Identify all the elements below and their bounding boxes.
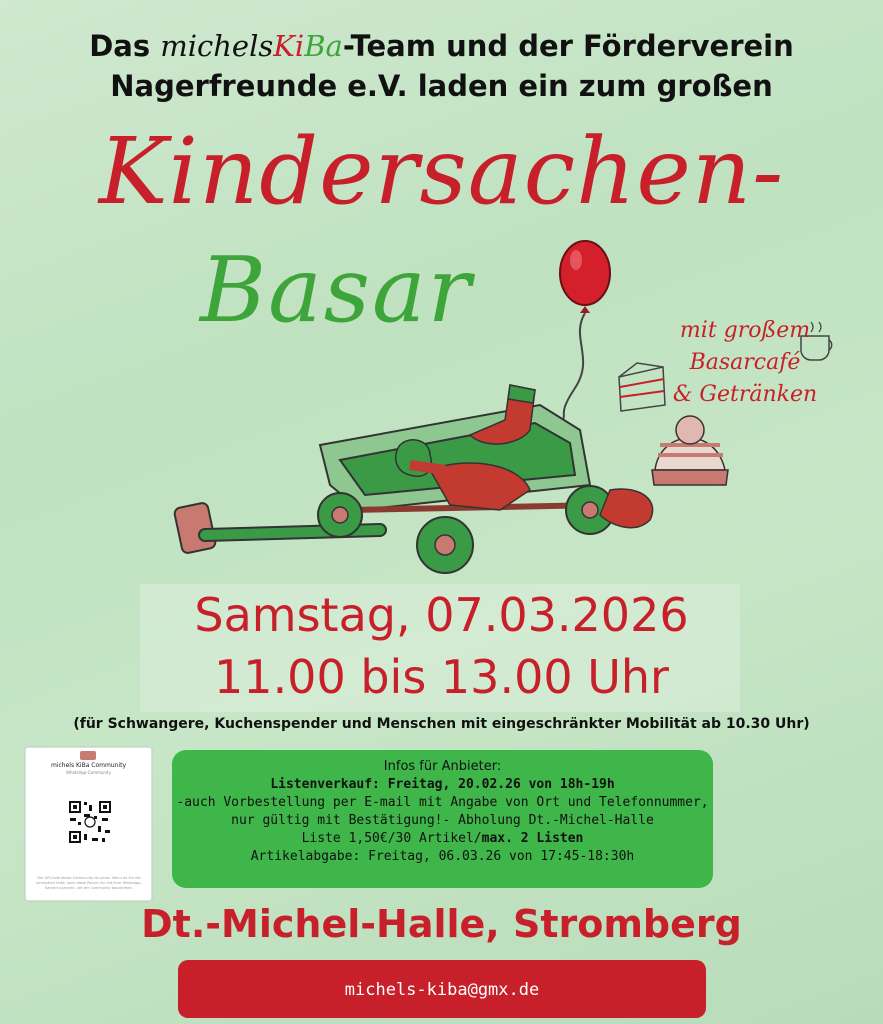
title-line-1: Kindersachen- <box>98 118 785 225</box>
wagon-illustration <box>170 375 740 585</box>
qr-card <box>25 747 152 901</box>
early-access-note: (für Schwangere, Kuchenspender und Menschen mit eingeschränkter Mobilität ab 10.30 Uhr) <box>73 716 810 732</box>
event-date: Samstag, 07.03.2026 <box>194 588 689 642</box>
venue: Dt.-Michel-Halle, Stromberg <box>141 902 742 946</box>
qr-code-icon[interactable] <box>68 800 112 844</box>
email-link[interactable]: michels-kiba@gmx.de <box>344 980 540 1000</box>
brand-ba: Ba <box>304 29 343 63</box>
qr-title: michels KiBa Community <box>50 762 127 769</box>
info-list-max: max. 2 Listen <box>481 831 584 846</box>
qr-footer: Der QR-Code dieser Community ist privat. Wenn du ihn mit jemandem teilst, kann diese Person ihn mit ihrer WhatsApp-Kamera scannen, um der Community beizutreten. <box>36 876 142 890</box>
info-list-price: Liste 1,50€/30 Artikel/ <box>301 831 482 846</box>
info-list-sale: Listenverkauf: Freitag, 20.02.26 von 18h-19h <box>270 777 615 792</box>
brand-michels: michels <box>160 29 274 63</box>
qr-subtitle: WhatsApp-Community <box>65 770 111 775</box>
email-box[interactable] <box>178 960 706 1018</box>
vendor-info-box <box>172 750 713 888</box>
info-heading: Infos für Anbieter: <box>383 759 502 774</box>
intro-prefix: Das <box>89 29 151 63</box>
intro-text <box>0 26 883 106</box>
cafe-line-3: & Getränken <box>672 382 818 407</box>
intro-line-2: Nagerfreunde e.V. laden ein zum großen <box>110 69 773 103</box>
info-confirm: nur gültig mit Bestätigung!- Abholung Dt.-Michel-Halle <box>231 813 654 828</box>
intro-line-1 <box>0 26 883 66</box>
community-avatar <box>80 751 96 760</box>
intro-suffix: -Team und der Förderverein <box>342 29 794 63</box>
info-dropoff: Artikelabgabe: Freitag, 06.03.26 von 17:45-18:30h <box>250 849 635 864</box>
brand-ki: Ki <box>273 29 305 63</box>
info-preorder: -auch Vorbestellung per E-mail mit Angabe von Ort und Telefonnummer, <box>176 795 709 810</box>
info-list-price-row <box>172 830 713 848</box>
title-line-2: Basar <box>200 238 473 343</box>
event-time: 11.00 bis 13.00 Uhr <box>214 650 669 704</box>
cafe-line-1: mit großem <box>679 318 811 343</box>
cafe-line-2: Basarcafé <box>689 350 801 375</box>
